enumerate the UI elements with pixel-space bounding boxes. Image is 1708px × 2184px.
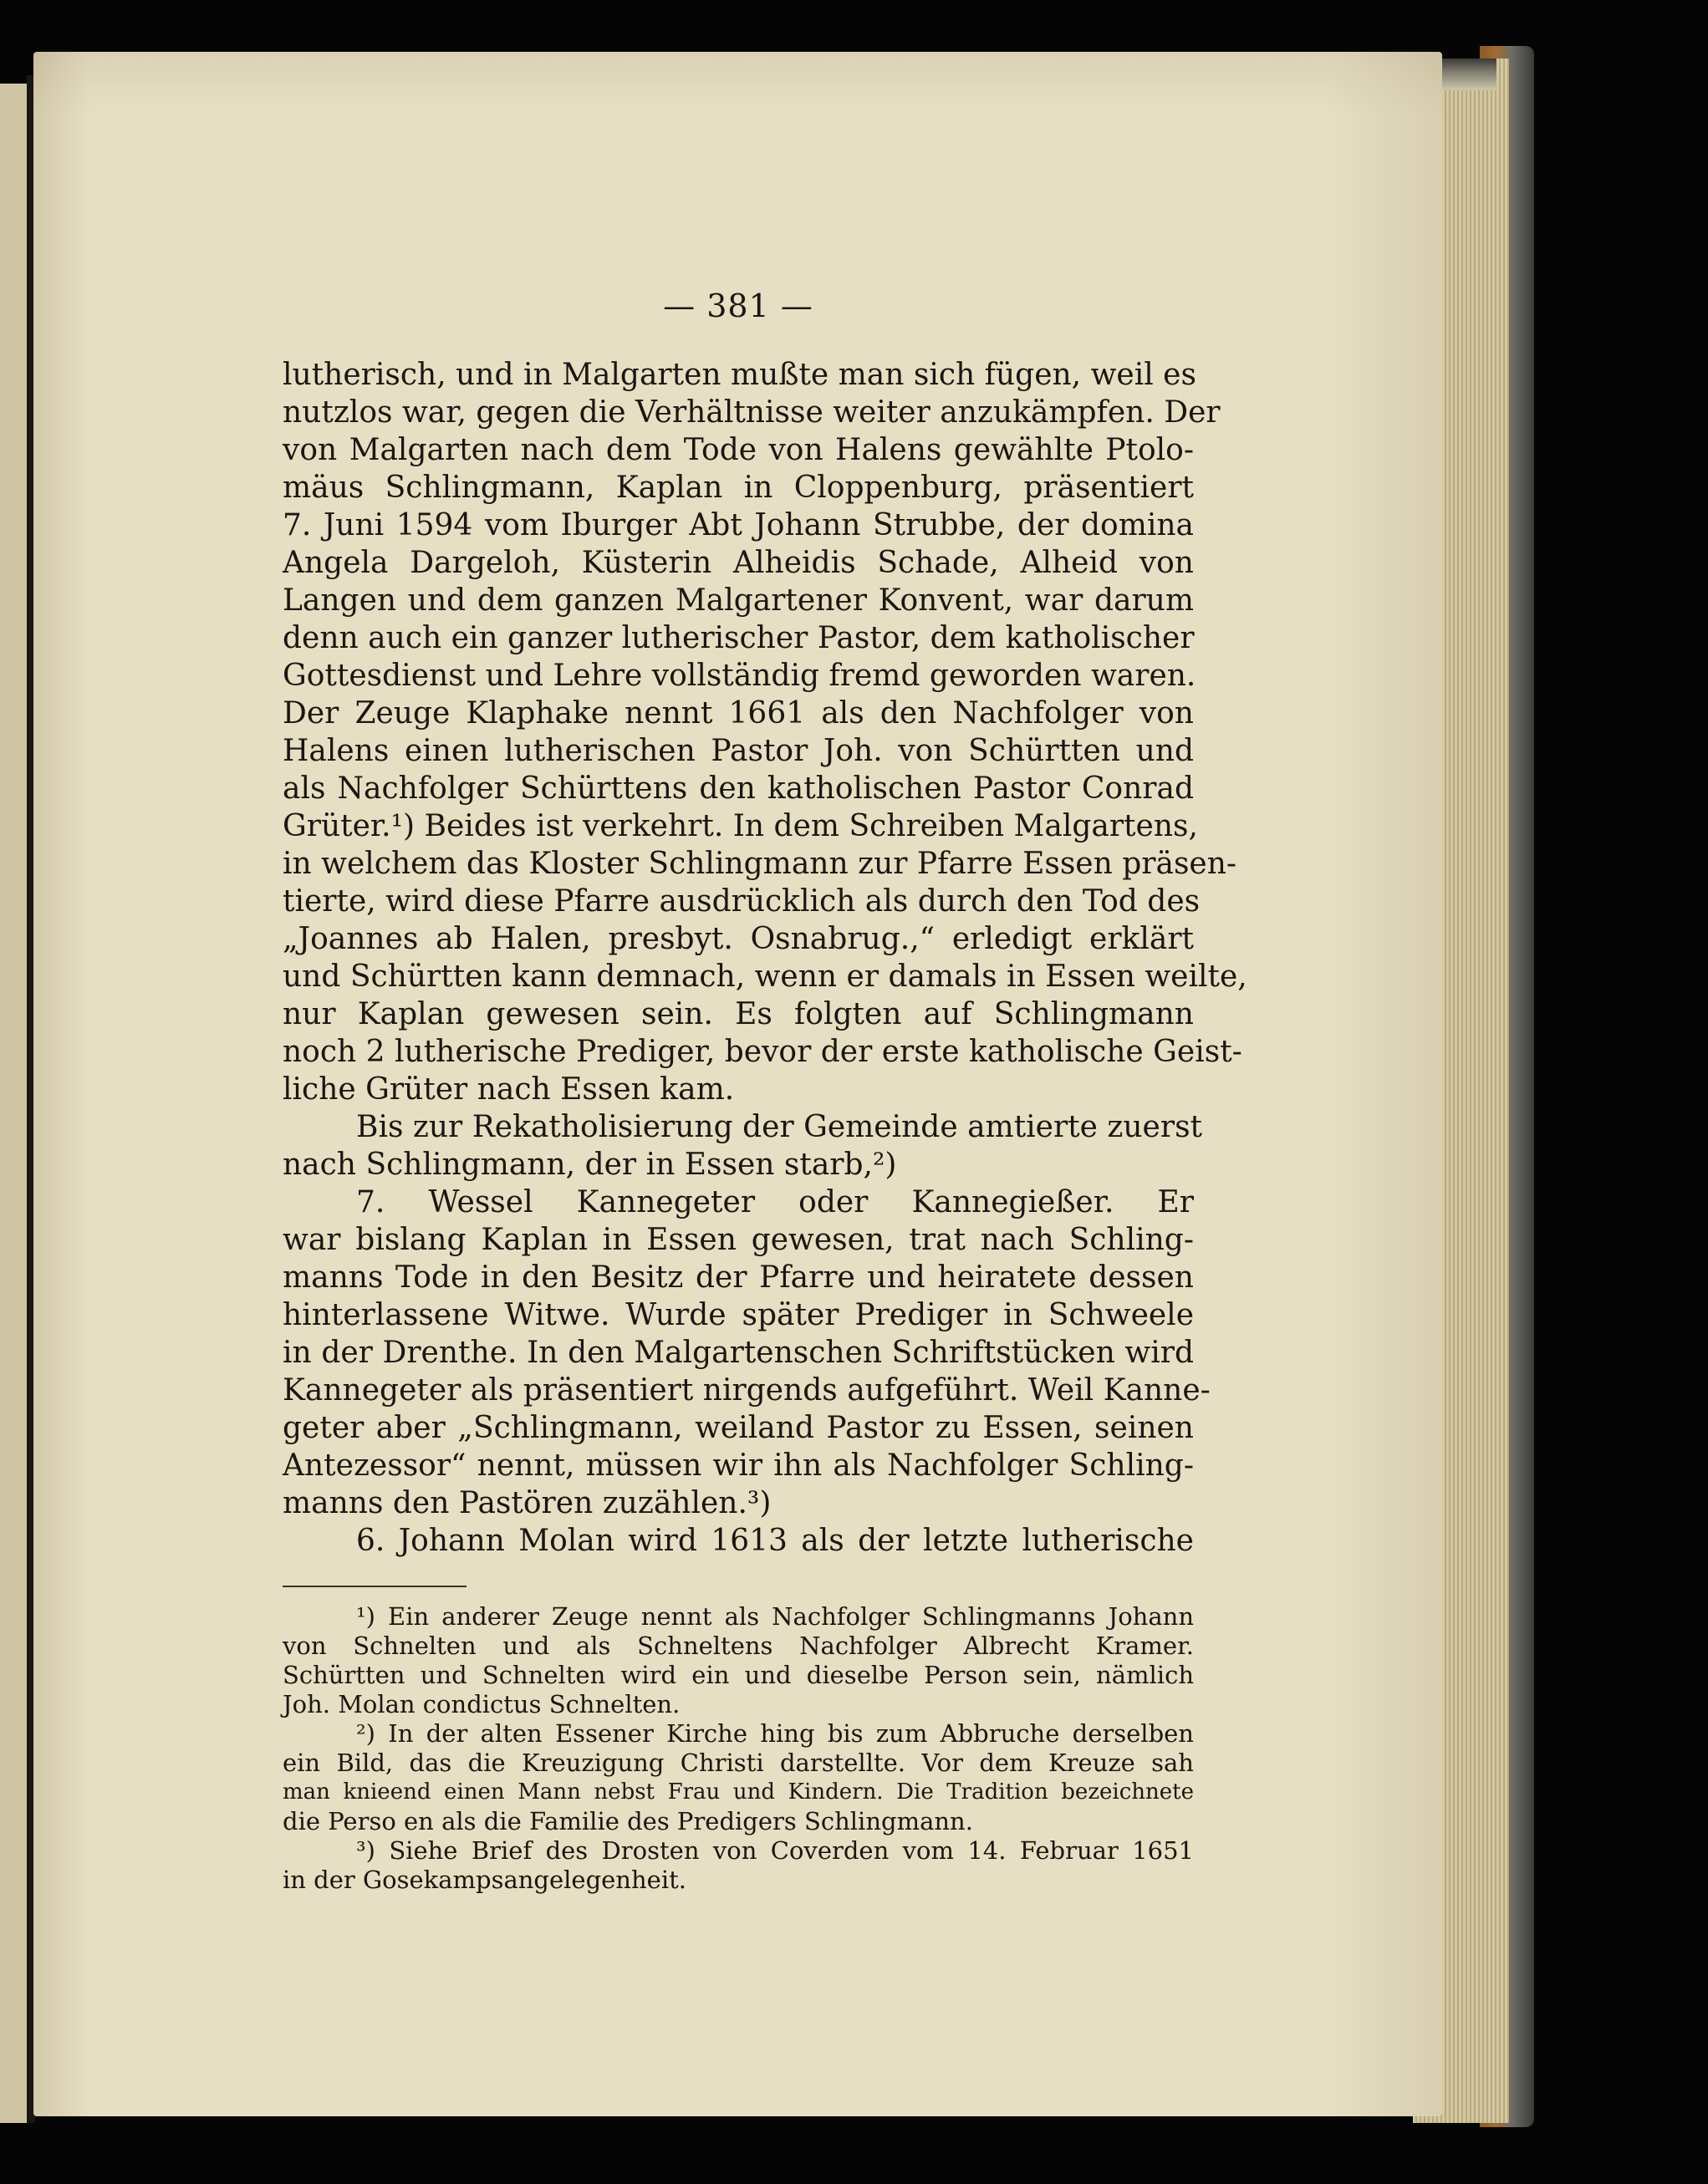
body-line: Gottesdienst und Lehre vollständig fremd geworden waren. (283, 659, 1196, 693)
body-line: lutherisch, und in Malgarten mußte man sich fügen, weil es (283, 358, 1196, 392)
footnote-rule (283, 1586, 467, 1587)
body-line: in welchem das Kloster Schlingmann zur Pfarre Essen präsen- (283, 847, 1237, 881)
footnote-line: ein Bild, das die Kreuzigung Christi darstellte. Vor dem Kreuze sah (283, 1749, 1194, 1777)
body-line: Angela Dargeloh, Küsterin Alheidis Schade, Alheid von (283, 546, 1194, 580)
body-line: in der Drenthe. In den Malgartenschen Schriftstücken wird (283, 1336, 1194, 1370)
page-number: — 381 — (663, 288, 813, 324)
body-line: manns den Pastören zuzählen.³) (283, 1486, 772, 1520)
body-line: mäus Schlingmann, Kaplan in Cloppenburg, präsentiert (283, 471, 1194, 505)
footnote-line: man knieend einen Mann nebst Frau und Kindern. Die Tradition bezeichnete (283, 1779, 1194, 1805)
body-line: 6. Johann Molan wird 1613 als der letzte lutherische (356, 1524, 1194, 1558)
footnote-line: von Schnelten und als Schneltens Nachfolger Albrecht Kramer. (283, 1632, 1194, 1660)
body-line: von Malgarten nach dem Tode von Halens gewählte Ptolo- (283, 433, 1194, 467)
body-line: Der Zeuge Klaphake nennt 1661 als den Nachfolger von (283, 696, 1194, 731)
footnote-line: Joh. Molan condictus Schnelten. (283, 1690, 681, 1718)
body-line: manns Tode in den Besitz der Pfarre und heiratete dessen (283, 1260, 1194, 1295)
body-line: Langen und dem ganzen Malgartener Konvent, war darum (283, 583, 1194, 618)
body-line: hinterlassene Witwe. Wurde später Prediger in Schweele (283, 1298, 1194, 1332)
body-line: nutzlos war, gegen die Verhältnisse weiter anzukämpfen. Der (283, 395, 1221, 430)
footnote-line: ¹) Ein anderer Zeuge nennt als Nachfolger Schlingmanns Johann (356, 1602, 1194, 1631)
body-line: 7. Wessel Kannegeter oder Kannegießer. Er (356, 1185, 1194, 1219)
body-line: nach Schlingmann, der in Essen starb,²) (283, 1148, 897, 1182)
body-line: 7. Juni 1594 vom Iburger Abt Johann Strubbe, der domina (283, 508, 1194, 542)
body-line: tierte, wird diese Pfarre ausdrücklich als durch den Tod des (283, 884, 1201, 919)
book-page (33, 52, 1442, 2116)
body-line: denn auch ein ganzer lutherischer Pastor, dem katholischer (283, 621, 1195, 655)
body-line: Bis zur Rekatholisierung der Gemeinde amtierte zuerst (356, 1110, 1203, 1144)
body-line: geter aber „Schlingmann, weiland Pastor zu Essen, seinen (283, 1411, 1194, 1445)
footnote-line: ³) Siehe Brief des Drosten von Coverden vom 14. Februar 1651 (356, 1836, 1194, 1865)
footnote-line: Schürtten und Schnelten wird ein und dieselbe Person sein, nämlich (283, 1661, 1194, 1689)
body-line: noch 2 lutherische Prediger, bevor der erste katholische Geist- (283, 1035, 1242, 1069)
body-line: Grüter.¹) Beides ist verkehrt. In dem Schreiben Malgartens, (283, 809, 1198, 843)
body-line: nur Kaplan gewesen sein. Es folgten auf Schlingmann (283, 997, 1194, 1031)
body-line: „Joannes ab Halen, presbyt. Osnabrug.,“ erledigt erklärt (283, 922, 1194, 956)
body-line: war bislang Kaplan in Essen gewesen, trat nach Schling- (283, 1223, 1194, 1257)
body-line: Kannegeter als präsentiert nirgends aufgeführt. Weil Kanne- (283, 1373, 1211, 1408)
footnote-line: die Perso en als die Familie des Predigers Schlingmann. (283, 1807, 973, 1835)
body-line: Antezessor“ nennt, müssen wir ihn als Nachfolger Schling- (283, 1448, 1194, 1483)
body-line: liche Grüter nach Essen kam. (283, 1072, 735, 1107)
body-line: als Nachfolger Schürttens den katholischen Pastor Conrad (283, 771, 1194, 806)
footnote-line: in der Gosekampsangelegenheit. (283, 1866, 686, 1894)
footnote-line: ²) In der alten Essener Kirche hing bis zum Abbruche derselben (356, 1719, 1194, 1748)
body-line: Halens einen lutherischen Pastor Joh. von Schürtten und (283, 734, 1194, 768)
body-line: und Schürtten kann demnach, wenn er damals in Essen weilte, (283, 960, 1247, 994)
